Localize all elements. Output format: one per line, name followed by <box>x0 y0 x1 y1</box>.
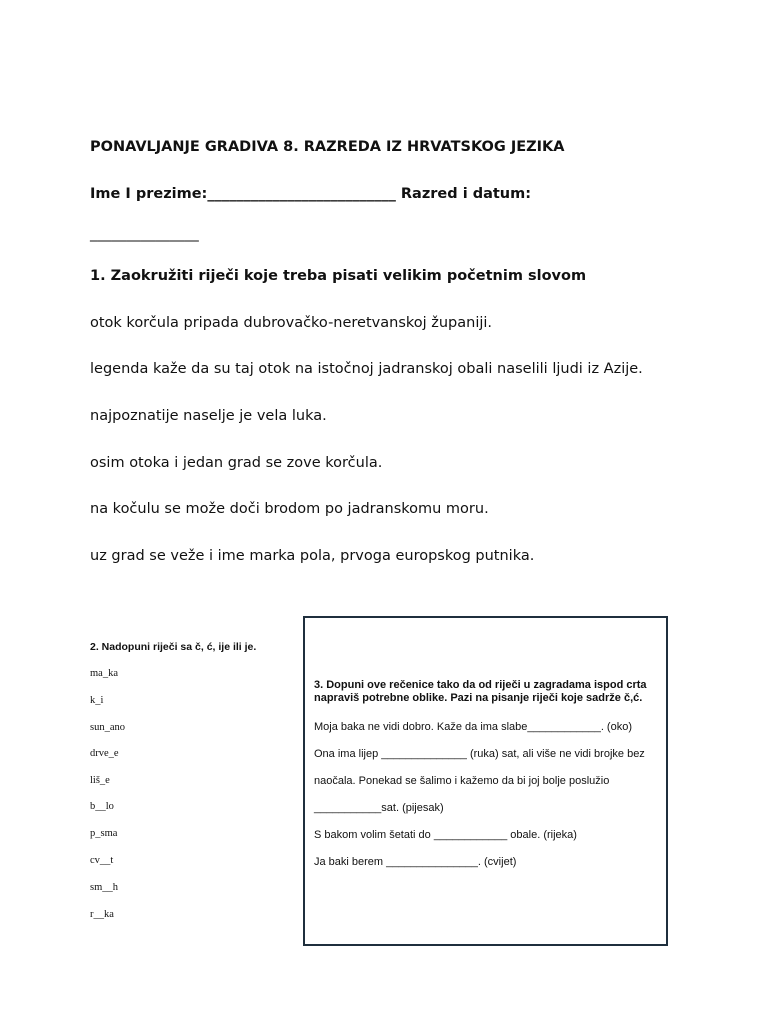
task2-word: ma_ka <box>90 668 118 679</box>
task1-sentence: osim otoka i jedan grad se zove korčula. <box>90 455 383 471</box>
task1-sentence: na kočulu se može doči brodom po jadranskomu moru. <box>90 501 489 517</box>
task1-sentence: najpoznatije naselje je vela luka. <box>90 408 327 424</box>
task3-line: Moja baka ne vidi dobro. Kaže da ima slabe____________. (oko) <box>314 721 632 733</box>
task2-word: liš_e <box>90 775 110 786</box>
task3-line: S bakom volim šetati do ____________ obale. (rijeka) <box>314 829 577 841</box>
task2-word: cv__t <box>90 855 114 866</box>
task3-heading: 3. Dopuni ove rečenice tako da od riječi u zagradama ispod crta napraviš potrebne oblike. Pazi na pisanje riječi koje sadrže č,ć. <box>314 679 647 704</box>
task1-sentence: otok korčula pripada dubrovačko-neretvanskoj županiji. <box>90 315 493 331</box>
task1-sentence: legenda kaže da su taj otok na istočnoj jadranskoj obali naselili ljudi iz Azije. <box>90 361 643 377</box>
task3-line: ___________sat. (pijesak) <box>314 802 444 814</box>
task2-word: r__ka <box>90 909 114 920</box>
task3-line: Ona ima lijep ______________ (ruka) sat, ali više ne vidi brojke bez <box>314 748 645 760</box>
task2-word: b__lo <box>90 801 114 812</box>
page-title: PONAVLJANJE GRADIVA 8. RAZREDA IZ HRVATSKOG JEZIKA <box>90 139 565 155</box>
date-blank-line: _______________ <box>90 226 199 242</box>
task2-word: k_i <box>90 695 104 706</box>
task2-heading: 2. Nadopuni riječi sa č, ć, ije ili je. <box>90 641 257 653</box>
task3-box <box>303 616 668 946</box>
task3-line: Ja baki berem _______________. (cvijet) <box>314 856 517 868</box>
task2-word: sun_ano <box>90 722 125 733</box>
task2-word: drve_e <box>90 748 119 759</box>
task1-heading: 1. Zaokružiti riječi koje treba pisati velikim početnim slovom <box>90 268 587 284</box>
task3-line: naočala. Ponekad se šalimo i kažemo da bi joj bolje poslužio <box>314 775 610 787</box>
task2-word: p_sma <box>90 828 118 839</box>
task2-word: sm__h <box>90 882 119 893</box>
task1-sentence: uz grad se veže i ime marka pola, prvoga europskog putnika. <box>90 548 535 564</box>
name-and-class-line: Ime I prezime:__________________________ Razred i datum: <box>90 186 532 202</box>
